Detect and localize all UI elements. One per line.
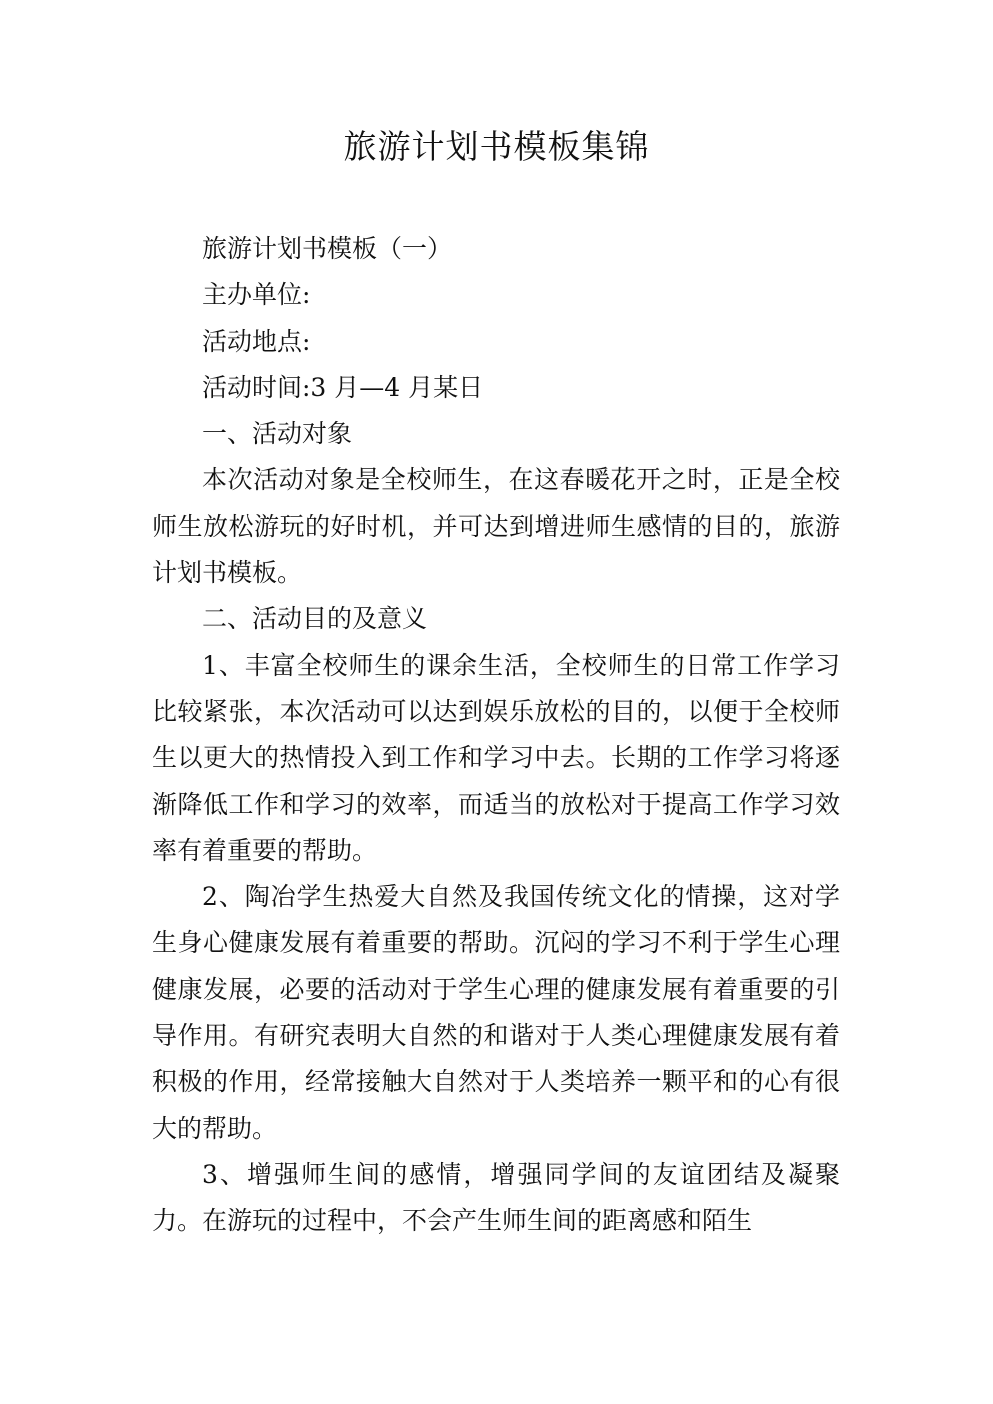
purpose-item-1: 1、丰富全校师生的课余生活，全校师生的日常工作学习比较紧张，本次活动可以达到娱乐放松的目的，以便于全校师生以更大的热情投入到工作和学习中去。长期的工作学习将逐渐降低工作和学习的效率，而适当的放松对于提高工作学习效率有着重要的帮助。 bbox=[152, 650, 840, 865]
section-heading-audience: 一、活动对象 bbox=[202, 419, 353, 449]
time-field: 活动时间:3 月—4 月某日 bbox=[202, 372, 484, 402]
organizer-field: 主办单位: bbox=[202, 280, 311, 310]
purpose-item-3: 3、增强师生间的感情，增强同学间的友谊团结及凝聚力。在游玩的过程中，不会产生师生间的距离感和陌生 bbox=[152, 1159, 840, 1236]
document-body bbox=[152, 226, 840, 1245]
purpose-item-2: 2、陶冶学生热爱大自然及我国传统文化的情操，这对学生身心健康发展有着重要的帮助。沉闷的学习不利于学生心理健康发展，必要的活动对于学生心理的健康发展有着重要的引导作用。有研究表明大自然的和谐对于人类心理健康发展有着积极的作用，经常接触大自然对于人类培养一颗平和的心有很大的帮助。 bbox=[152, 882, 840, 1143]
location-field: 活动地点: bbox=[202, 326, 311, 356]
document-title: 旅游计划书模板集锦 bbox=[343, 127, 650, 166]
subtitle-paragraph: 旅游计划书模板（一） bbox=[202, 234, 453, 263]
audience-paragraph: 本次活动对象是全校师生，在这春暖花开之时，正是全校师生放松游玩的好时机，并可达到增进师生感情的目的，旅游计划书模板。 bbox=[152, 465, 840, 588]
section-heading-purpose: 二、活动目的及意义 bbox=[202, 604, 428, 634]
